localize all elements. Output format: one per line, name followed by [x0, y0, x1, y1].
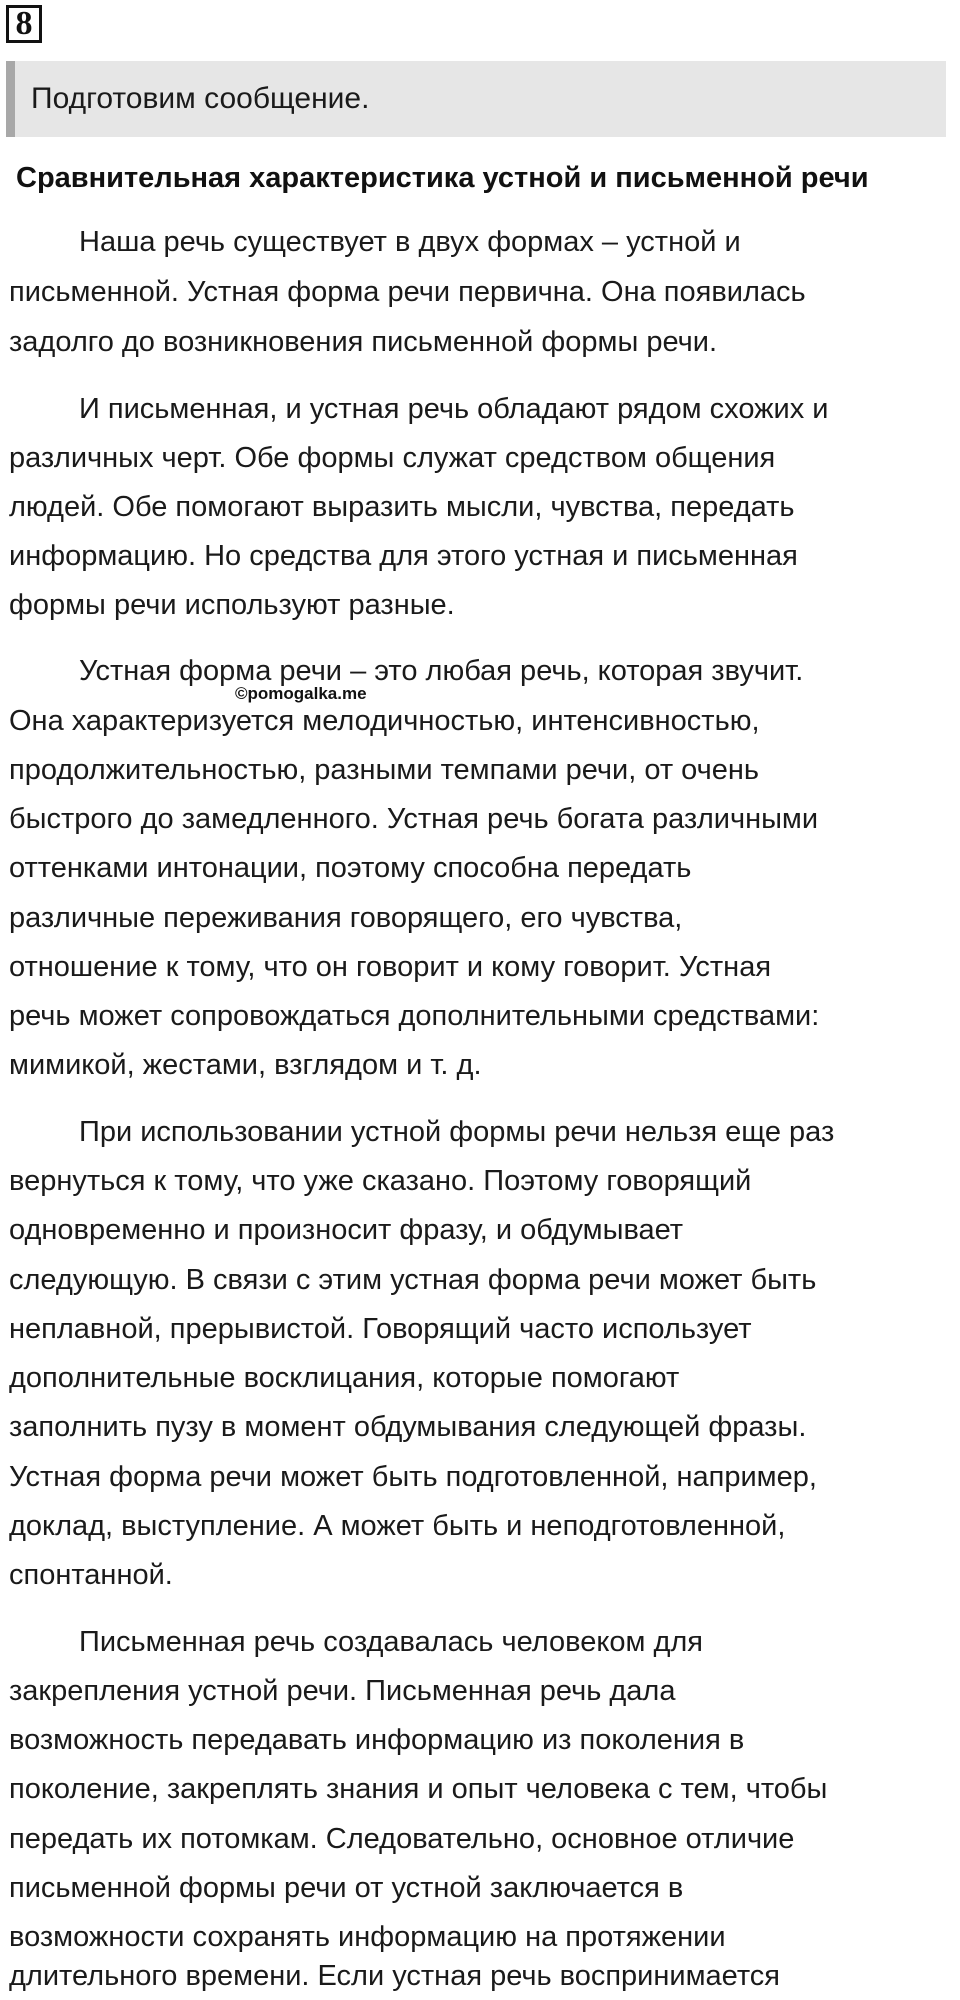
- text-line: дополнительные восклицания, которые помогают: [9, 1362, 680, 1394]
- text-line: людей. Обе помогают выразить мысли, чувства, передать: [9, 491, 795, 523]
- watermark-text: ©pomogalka.me: [235, 684, 367, 703]
- text-line: быстрого до замедленного. Устная речь богата различными: [9, 803, 819, 835]
- text-line: различные переживания говорящего, его чувства,: [9, 902, 683, 934]
- text-line: заполнить пузу в момент обдумывания следующей фразы.: [9, 1411, 807, 1443]
- text-line: речь может сопровождаться дополнительными средствами:: [9, 1000, 820, 1032]
- text-line: различных черт. Обе формы служат средством общения: [9, 442, 776, 474]
- text-line: одновременно и произносит фразу, и обдумывает: [9, 1214, 684, 1246]
- banner-text: Подготовим сообщение.: [31, 82, 370, 115]
- text-line: задолго до возникновения письменной формы речи.: [9, 326, 718, 358]
- text-line: следующую. В связи с этим устная форма речи может быть: [9, 1264, 817, 1296]
- text-line: Наша речь существует в двух формах – устной и: [79, 226, 741, 258]
- text-line: возможности сохранять информацию на протяжении: [9, 1921, 726, 1953]
- text-line: спонтанной.: [9, 1559, 173, 1591]
- text-line: Устная форма речи может быть подготовленной, например,: [9, 1461, 817, 1493]
- text-line: Устная форма речи – это любая речь, которая звучит.: [79, 655, 804, 687]
- text-line: При использовании устной формы речи нельзя еще раз: [79, 1116, 835, 1148]
- text-line: поколение, закреплять знания и опыт человека с тем, чтобы: [9, 1773, 828, 1805]
- text-line: закрепления устной речи. Письменная речь дала: [9, 1675, 676, 1707]
- text-line: письменной. Устная форма речи первична. Она появилась: [9, 276, 806, 308]
- text-line: возможность передавать информацию из поколения в: [9, 1724, 745, 1756]
- text-line: передать их потомкам. Следовательно, основное отличие: [9, 1823, 795, 1855]
- text-line: неплавной, прерывистой. Говорящий часто использует: [9, 1313, 752, 1345]
- essay-heading: Сравнительная характеристика устной и письменной речи: [16, 162, 869, 194]
- text-line: Она характеризуется мелодичностью, интенсивностью,: [9, 705, 760, 737]
- task-banner: [6, 61, 946, 137]
- text-line: информацию. Но средства для этого устная и письменная: [9, 540, 798, 572]
- text-line: доклад, выступление. А может быть и неподготовленной,: [9, 1510, 786, 1542]
- text-line: мимикой, жестами, взглядом и т. д.: [9, 1049, 482, 1081]
- text-line: формы речи используют разные.: [9, 589, 455, 621]
- text-line: письменной формы речи от устной заключается в: [9, 1872, 684, 1904]
- text-line: оттенками интонации, поэтому способна передать: [9, 852, 692, 884]
- text-line: отношение к тому, что он говорит и кому говорит. Устная: [9, 951, 772, 983]
- text-line: вернуться к тому, что уже сказано. Поэтому говорящий: [9, 1165, 752, 1197]
- text-line: И письменная, и устная речь обладают рядом схожих и: [79, 393, 829, 425]
- text-line: продолжительностью, разными темпами речи, от очень: [9, 754, 760, 786]
- task-number-badge: 8: [6, 5, 42, 43]
- text-line: длительного времени. Если устная речь воспринимается: [9, 1960, 780, 1992]
- text-line: Письменная речь создавалась человеком для: [79, 1626, 704, 1658]
